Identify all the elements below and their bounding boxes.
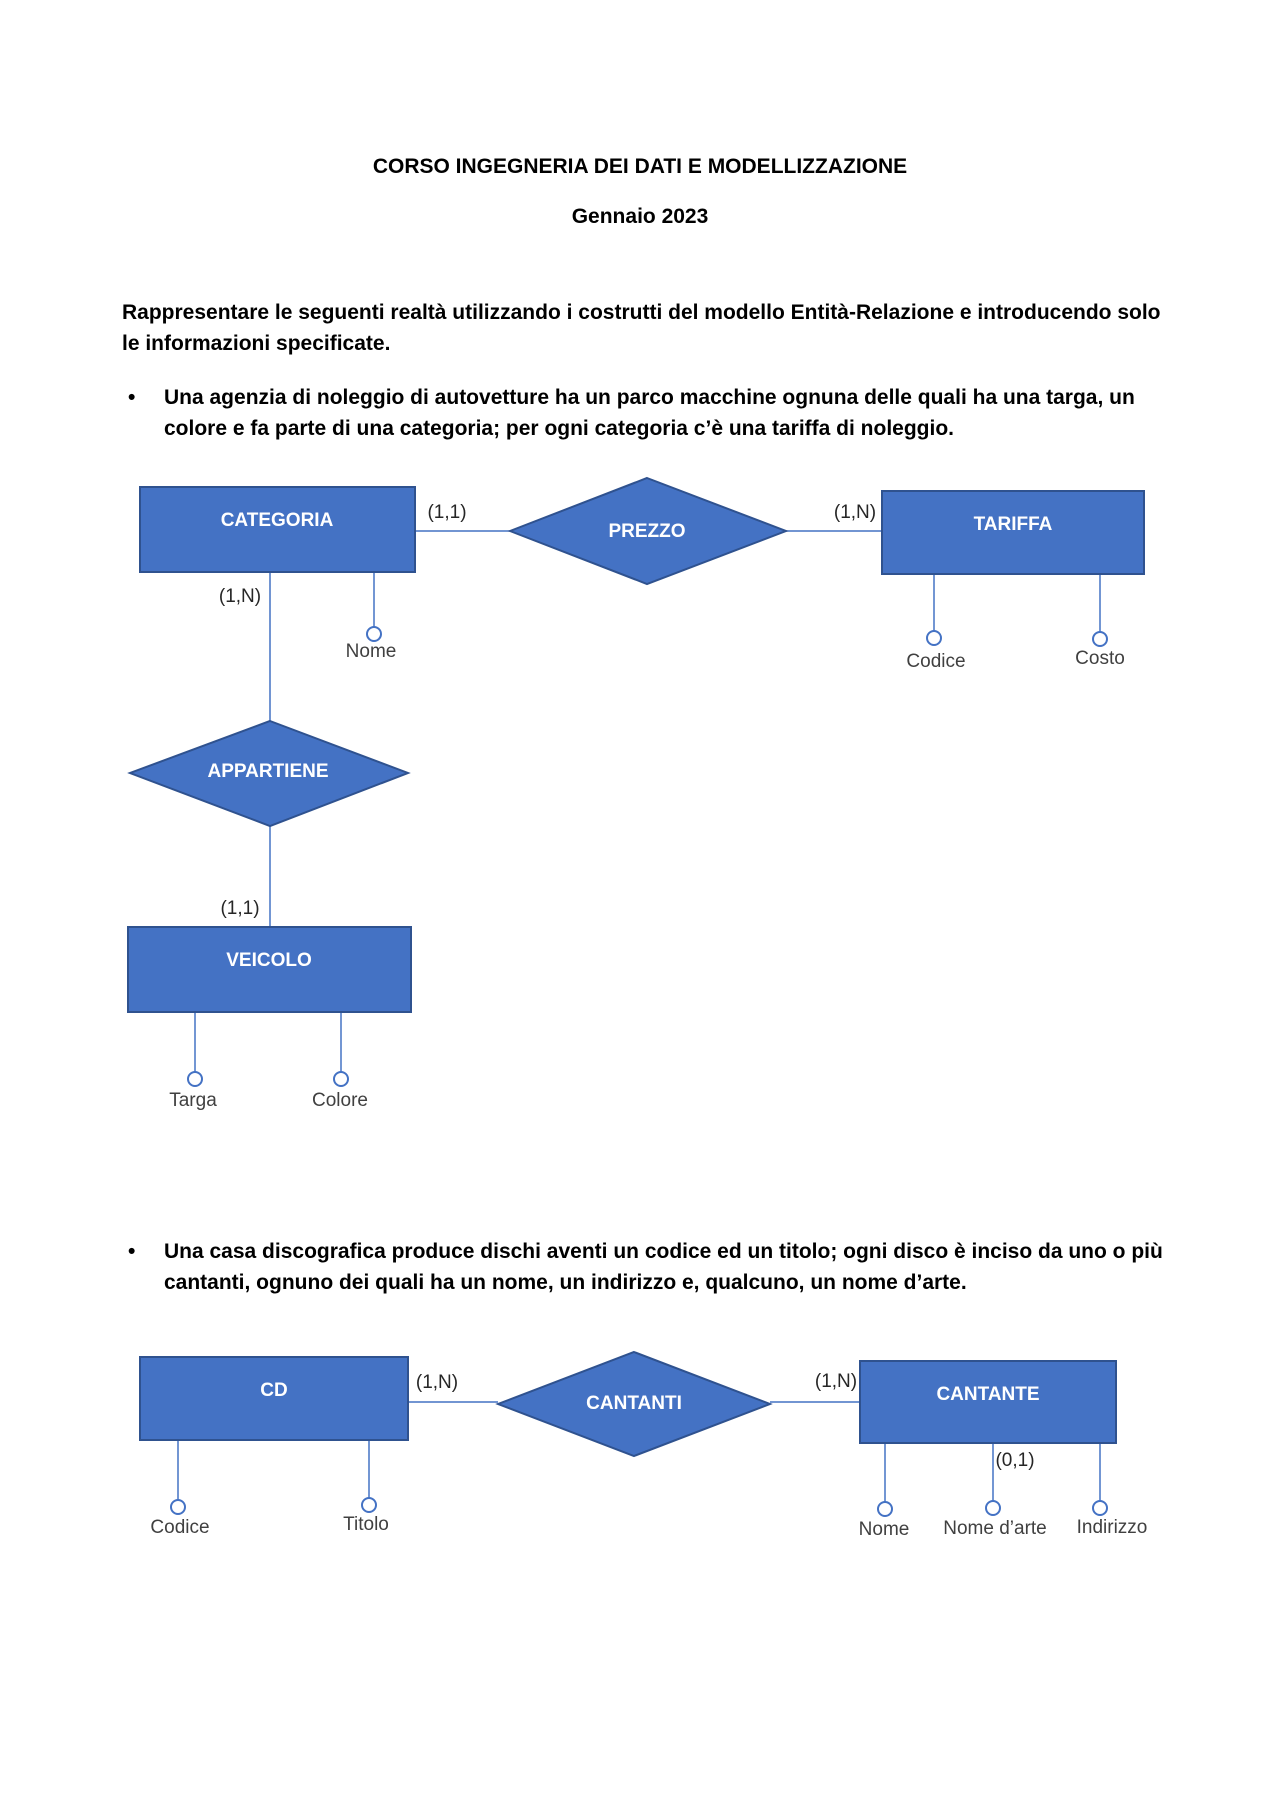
- attr-label-cd-titolo: Titolo: [343, 1514, 389, 1535]
- entity-label-veicolo: VEICOLO: [226, 950, 312, 971]
- attr-label-cantante-nome: Nome: [858, 1519, 910, 1540]
- attr-dot-targa: [188, 1072, 202, 1086]
- entity-tariffa: [882, 491, 1144, 574]
- entity-label-categoria: CATEGORIA: [220, 510, 334, 531]
- attr-dot-cantante-indirizzo: [1093, 1501, 1107, 1515]
- relationship-appartiene: [130, 721, 408, 826]
- attr-dot-cantante-nome-arte: [986, 1501, 1000, 1515]
- attr-dot-costo: [1093, 632, 1107, 646]
- relationship-label-appartiene: APPARTIENE: [207, 761, 329, 782]
- attr-label-costo: Costo: [1075, 648, 1125, 669]
- relationship-prezzo: [510, 478, 786, 584]
- entity-veicolo: [128, 927, 411, 1012]
- attr-label-targa: Targa: [169, 1090, 217, 1111]
- bullet-text-2: Una casa discografica produce dischi aventi un codice ed un titolo; ogni disco è inciso da uno o più cantanti, ognuno dei quali ha un nome, un indirizzo e, qualcuno, un nome d’arte.: [164, 1240, 1163, 1294]
- page-date: Gennaio 2023: [571, 205, 709, 228]
- relationship-label-cantanti: CANTANTI: [586, 1393, 682, 1414]
- attr-label-codice: Codice: [906, 651, 966, 672]
- entity-categoria: [140, 487, 415, 572]
- attr-dot-nome: [367, 627, 381, 641]
- cardinality-cd-cantanti: (1,N): [415, 1372, 459, 1393]
- entity-label-cd: CD: [260, 1380, 288, 1401]
- cardinality-categoria-appartiene: (1,N): [218, 586, 262, 607]
- bullet-item-1: [128, 382, 1174, 444]
- cardinality-categoria-prezzo: (1,1): [427, 502, 467, 523]
- attr-label-cantante-indirizzo: Indirizzo: [1076, 1517, 1148, 1538]
- cardinality-tariffa-prezzo: (1,N): [833, 502, 877, 523]
- page-title: CORSO INGEGNERIA DEI DATI E MODELLIZZAZIONE: [372, 155, 908, 178]
- relationship-label-prezzo: PREZZO: [608, 521, 686, 542]
- attr-label-cantante-nome-arte: Nome d’arte: [943, 1518, 1047, 1539]
- entity-cantante: [860, 1361, 1116, 1443]
- attr-dot-cd-codice: [171, 1500, 185, 1514]
- cardinality-nome-arte: (0,1): [995, 1450, 1035, 1471]
- attr-label-colore: Colore: [312, 1090, 368, 1111]
- attr-dot-cantante-nome: [878, 1502, 892, 1516]
- er-diagram-discografica: [0, 1340, 1280, 1560]
- attr-dot-codice: [927, 631, 941, 645]
- cardinality-veicolo-appartiene: (1,1): [220, 898, 260, 919]
- entity-label-tariffa: TARIFFA: [973, 514, 1053, 535]
- attr-label-nome: Nome: [345, 641, 397, 662]
- attr-label-cd-codice: Codice: [150, 1517, 210, 1538]
- entity-cd: [140, 1357, 408, 1440]
- cardinality-cantante-cantanti: (1,N): [814, 1371, 858, 1392]
- attr-dot-cd-titolo: [362, 1498, 376, 1512]
- relationship-cantanti: [498, 1352, 770, 1456]
- er-diagram-noleggio: [0, 460, 1280, 1140]
- bullet-text-1: Una agenzia di noleggio di autovetture ha un parco macchine ognuna delle quali ha una targa, un colore e fa parte di una categoria; per ogni categoria c’è una tariffa di noleggio.: [164, 386, 1135, 440]
- entity-label-cantante: CANTANTE: [936, 1384, 1040, 1405]
- bullet-icon: •: [128, 386, 136, 409]
- attr-dot-colore: [334, 1072, 348, 1086]
- bullet-icon: •: [128, 1240, 136, 1263]
- bullet-item-2: [128, 1236, 1174, 1298]
- intro-paragraph: Rappresentare le seguenti realtà utilizzando i costrutti del modello Entità-Relazione e introducendo solo le informazioni specificate.: [122, 301, 1161, 355]
